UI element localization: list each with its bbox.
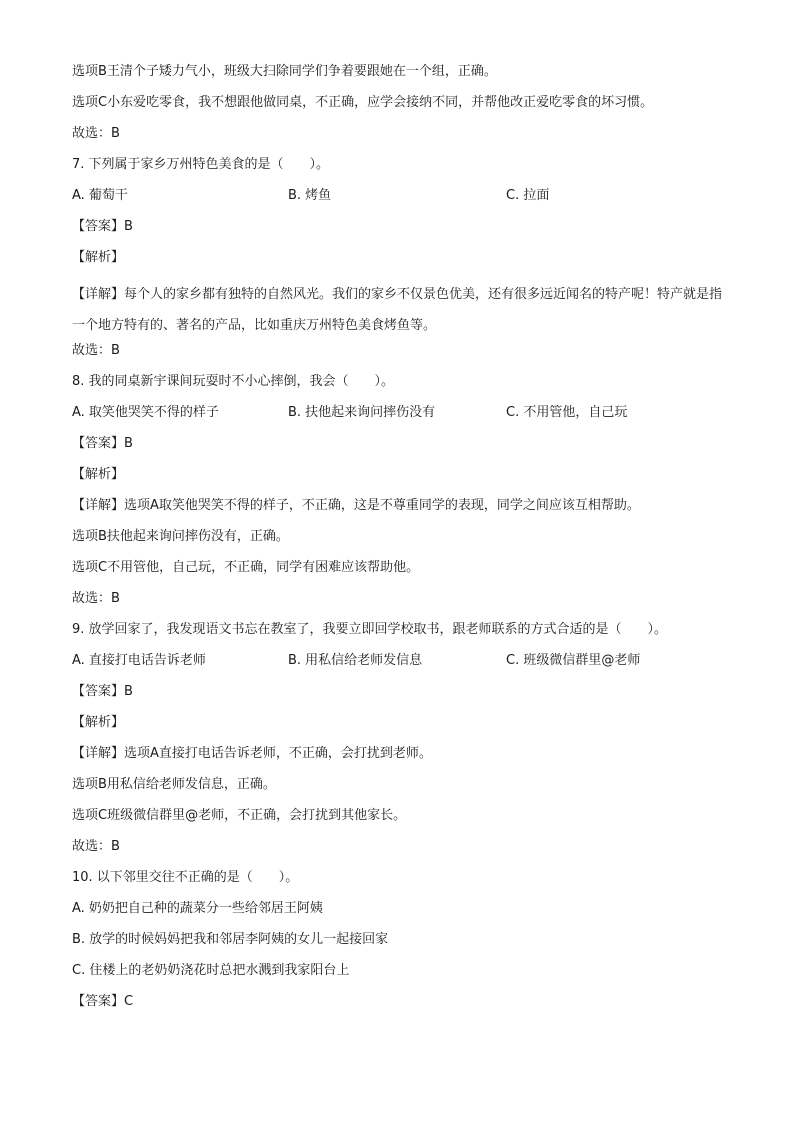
option-b: B. 扶他起来询问摔伤没有	[288, 405, 436, 420]
question-10: 10. 以下邻里交往不正确的是（ ）。	[72, 870, 299, 885]
option-b: B. 用私信给老师发信息	[288, 653, 423, 668]
prev-choice-line: 故选：B	[72, 126, 120, 141]
option-a: A. 葡萄干	[72, 188, 128, 203]
detail-text: 选项B用私信给老师发信息，正确。	[72, 777, 276, 792]
option-c: C. 班级微信群里@老师	[506, 653, 641, 668]
analysis-label: 【解析】	[72, 467, 125, 482]
option-b: B. 烤鱼	[288, 188, 332, 203]
document-page	[72, 62, 732, 1023]
answer-label: 【答案】C	[72, 994, 134, 1009]
answer-label: 【答案】B	[72, 436, 133, 451]
option-a: A. 奶奶把自己种的蔬菜分一些给邻居王阿姨	[72, 901, 323, 916]
option-b: B. 放学的时候妈妈把我和邻居李阿姨的女儿一起接回家	[72, 932, 389, 947]
option-c: C. 不用管他，自己玩	[506, 405, 628, 420]
question-9-options	[72, 651, 732, 682]
option-c: C. 住楼上的老奶奶浇花时总把水溅到我家阳台上	[72, 963, 350, 978]
detail-text: 选项C不用管他，自己玩，不正确，同学有困难应该帮助他。	[72, 560, 420, 575]
option-a: A. 取笑他哭笑不得的样子	[72, 405, 219, 420]
detail-text: 【详解】每个人的家乡都有独特的自然风光。我们的家乡不仅景色优美，还有很多远近闻名的特产呢！特产就是指一个地方特有的、著名的产品，比如重庆万州特色美食烤鱼等。	[72, 287, 723, 333]
option-c: C. 拉面	[506, 188, 550, 203]
option-a: A. 直接打电话告诉老师	[72, 653, 206, 668]
detail-text: 【详解】选项A直接打电话告诉老师，不正确，会打扰到老师。	[72, 746, 432, 761]
question-8-options	[72, 403, 732, 434]
choice-line: 故选：B	[72, 839, 120, 854]
answer-label: 【答案】B	[72, 219, 133, 234]
analysis-label: 【解析】	[72, 250, 125, 265]
question-7: 7. 下列属于家乡万州特色美食的是（ ）。	[72, 157, 330, 172]
answer-label: 【答案】B	[72, 684, 133, 699]
prev-analysis-line: 选项C小东爱吃零食，我不想跟他做同桌，不正确，应学会接纳不同，并帮他改正爱吃零食的坏习惯。	[72, 95, 654, 110]
analysis-label: 【解析】	[72, 715, 125, 730]
detail-text: 【详解】选项A取笑他哭笑不得的样子，不正确，这是不尊重同学的表现，同学之间应该互相帮助。	[72, 498, 640, 513]
question-7-options	[72, 186, 732, 217]
question-9: 9. 放学回家了，我发现语文书忘在教室了，我要立即回学校取书，跟老师联系的方式合适的是（ ）。	[72, 622, 668, 637]
detail-text: 选项B扶他起来询问摔伤没有，正确。	[72, 529, 289, 544]
choice-line: 故选：B	[72, 343, 120, 358]
prev-analysis-line: 选项B王清个子矮力气小，班级大扫除同学们争着要跟她在一个组，正确。	[72, 64, 497, 79]
choice-line: 故选：B	[72, 591, 120, 606]
detail-text: 选项C班级微信群里@老师，不正确，会打扰到其他家长。	[72, 808, 407, 823]
question-8: 8. 我的同桌新宇课间玩耍时不小心摔倒，我会（ ）。	[72, 374, 395, 389]
